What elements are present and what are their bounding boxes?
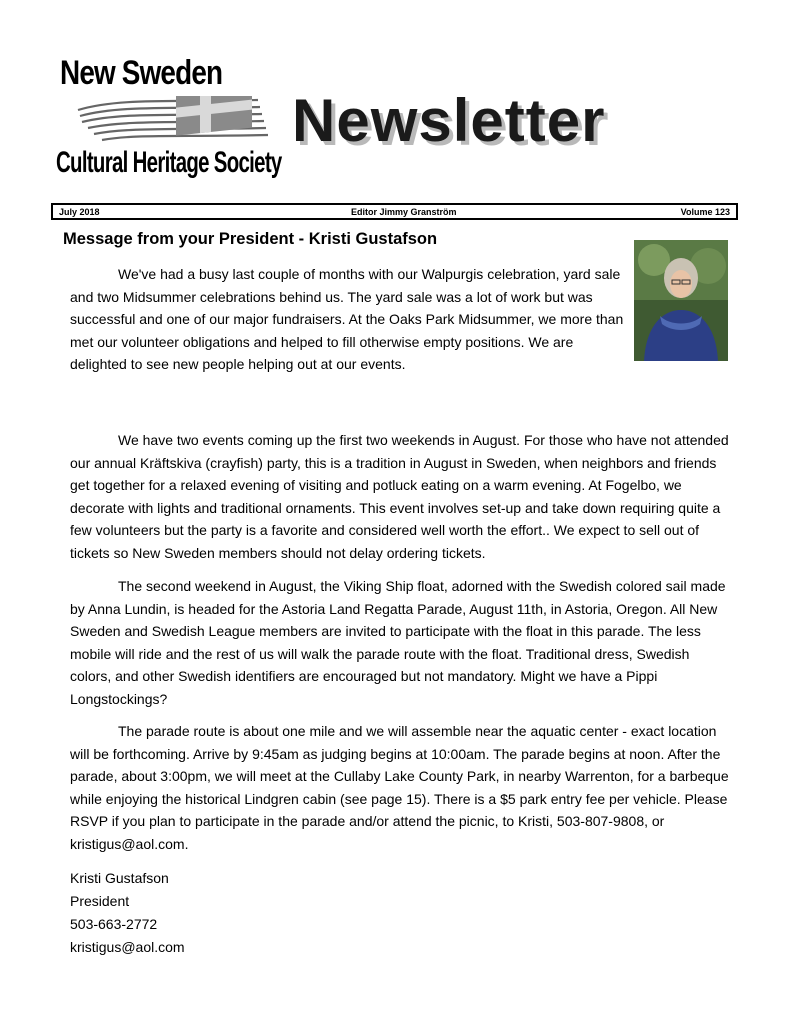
logo-org-line2: Cultural Heritage Society xyxy=(56,146,282,179)
article-paragraph: The second weekend in August, the Viking Ship float, adorned with the Swedish colored sail made by Anna Lundin, is headed for the Astoria Land Regatta Parade, August 11th, in Astoria, Oregon. All New Sweden and Swedish League members are invited to participate with the float in this parade. The less mobile will ride and the rest of us will walk the parade route with the float. Traditional dress, Swedish colors, and other Swedish identifiers are encouraged but not mandatory. Might we have a Pippi Longstockings? xyxy=(70,578,726,707)
issue-editor: Editor Jimmy Granström xyxy=(351,207,457,217)
article-headline: Message from your President - Kristi Gustafson xyxy=(63,230,438,248)
article-paragraph: We've had a busy last couple of months with our Walpurgis celebration, yard sale and two Midsummer celebrations behind us. The yard sale was a lot of work but was successful and one of our major fundraisers. At the Oaks Park Midsummer, we more than met our volunteer obligations and helped to fill otherwise empty positions. We are delighted to see new people helping out at our events. xyxy=(70,266,624,373)
article-paragraph: We have two events coming up the first two weekends in August. For those who have not attended our annual Kräftskiva (crayfish) party, this is a tradition in August in Sweden, when neighbors and friends get together for a relaxed evening of visiting and potluck eating on a warm evening. At Fogelbo, we decorate with lights and traditional ornaments. This event involves set-up and take down requiring quite a few volunteers but the party is a favorite and considered well worth the effort.. We expect to sell out of tickets so New Sweden members should not delay ordering tickets. xyxy=(70,432,729,561)
signature-name: Kristi Gustafson xyxy=(70,870,169,886)
logo-org-line1: New Sweden xyxy=(60,54,223,92)
president-photo xyxy=(634,240,728,361)
signature-phone: 503-663-2772 xyxy=(70,916,158,932)
society-logo xyxy=(50,48,286,188)
article-paragraph: The parade route is about one mile and we will assemble near the aquatic center - exact location will be forthcoming. Arrive by 9:45am as judging begins at 10:00am. The parade begins at noon. After the parade, about 3:00pm, we will meet at the Cullaby Lake County Park, in nearby Warrenton, for a barbeque while enjoying the historical Lindgren cabin (see page 15). There is a $5 park entry fee per vehicle. Please RSVP if you plan to participate in the parade and/or attend the picnic, to Kristi, 503-807-9808, or kristigus@aol.com. xyxy=(70,723,729,852)
signature-block xyxy=(70,867,185,959)
signature-role: President xyxy=(70,893,130,909)
issue-date: July 2018 xyxy=(59,207,100,217)
issue-volume: Volume 123 xyxy=(680,207,730,217)
newsletter-title: Newsletter xyxy=(292,87,606,154)
issue-info-bar xyxy=(51,203,738,220)
signature-email: kristigus@aol.com xyxy=(70,939,185,955)
